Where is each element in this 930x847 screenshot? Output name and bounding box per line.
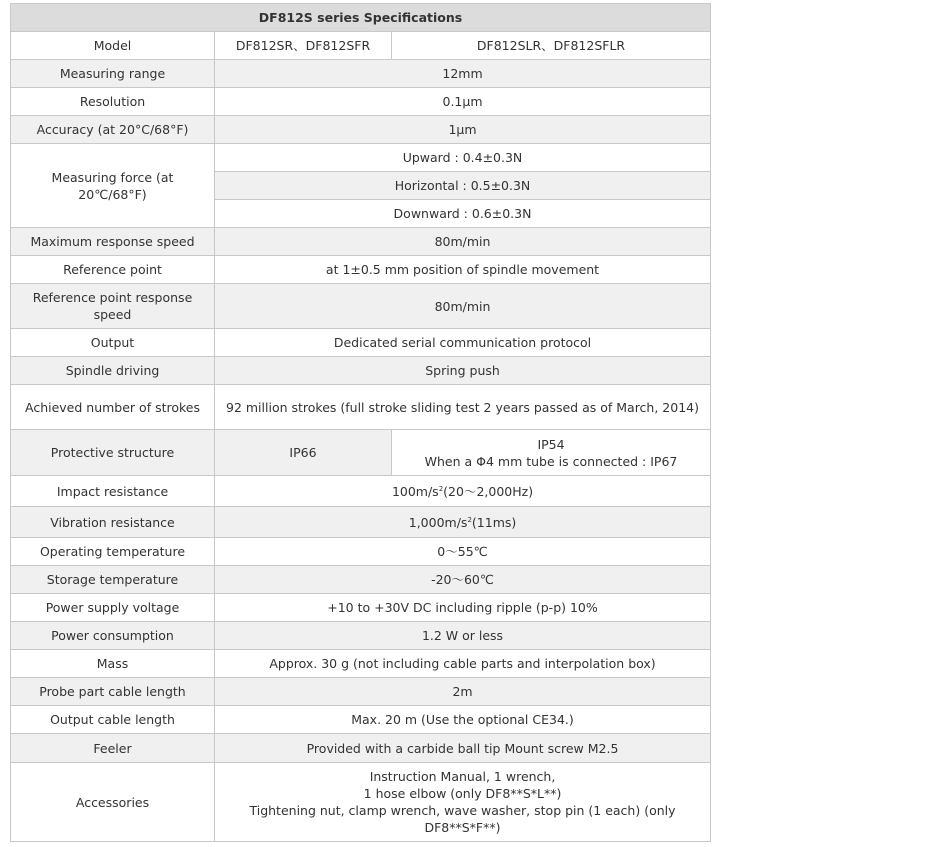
accessories-line3: Tightening nut, clamp wrench, wave washer, stop pin (1 each) (only DF8**S*F**) (249, 803, 676, 835)
row-reference-point-speed (11, 284, 711, 329)
operating-temperature-value: 0～55℃ (215, 538, 711, 566)
power-supply-voltage-value: +10 to +30V DC including ripple (p-p) 10% (215, 594, 711, 622)
reference-point-speed-label: Reference point response speed (11, 284, 215, 329)
measuring-force-horizontal: Horizontal : 0.5±0.3N (215, 172, 711, 200)
accessories-line1: Instruction Manual, 1 wrench, (369, 769, 556, 784)
vibration-resistance-value (215, 507, 711, 538)
model-label: Model (11, 32, 215, 60)
output-cable-length-value: Max. 20 m (Use the optional CE34.) (215, 706, 711, 734)
measuring-range-label: Measuring range (11, 60, 215, 88)
resolution-value: 0.1μm (215, 88, 711, 116)
row-reference-point (11, 256, 711, 284)
row-strokes (11, 385, 711, 430)
measuring-force-upward: Upward : 0.4±0.3N (215, 144, 711, 172)
measuring-force-label: Measuring force (at 20℃/68°F) (11, 144, 215, 228)
vibration-resistance-duration: (11ms) (471, 514, 517, 530)
row-output-cable-length (11, 706, 711, 734)
row-resolution (11, 88, 711, 116)
spec-table (10, 3, 711, 842)
row-accessories (11, 763, 711, 842)
protective-structure-line2: When a Φ4 mm tube is connected : IP67 (424, 453, 678, 469)
row-feeler (11, 734, 711, 763)
accessories-label: Accessories (11, 763, 215, 842)
vibration-resistance-value-base: 1,000m/s (408, 514, 468, 530)
power-consumption-value: 1.2 W or less (215, 622, 711, 650)
probe-cable-length-value: 2m (215, 678, 711, 706)
row-power-supply-voltage (11, 594, 711, 622)
row-measuring-force-upward (11, 144, 711, 172)
impact-resistance-exponent: 2 (438, 484, 444, 493)
protective-structure-label: Protective structure (11, 430, 215, 476)
row-probe-cable-length (11, 678, 711, 706)
operating-temperature-label: Operating temperature (11, 538, 215, 566)
impact-resistance-value-base: 100m/s (391, 483, 439, 499)
row-impact-resistance (11, 476, 711, 507)
protective-structure-line1: IP54 (537, 436, 565, 452)
row-model (11, 32, 711, 60)
feeler-value: Provided with a carbide ball tip Mount screw M2.5 (215, 734, 711, 763)
protective-structure-value-b (392, 430, 711, 476)
model-value-b: DF812SLR、DF812SFLR (392, 32, 711, 60)
row-max-response-speed (11, 228, 711, 256)
row-power-consumption (11, 622, 711, 650)
feeler-label: Feeler (11, 734, 215, 763)
power-supply-voltage-label: Power supply voltage (11, 594, 215, 622)
impact-resistance-range: (20～2,000Hz) (443, 483, 534, 499)
vibration-resistance-label: Vibration resistance (11, 507, 215, 538)
probe-cable-length-label: Probe part cable length (11, 678, 215, 706)
output-value: Dedicated serial communication protocol (215, 329, 711, 357)
row-measuring-range (11, 60, 711, 88)
strokes-label: Achieved number of strokes (11, 385, 215, 430)
resolution-label: Resolution (11, 88, 215, 116)
accessories-value (215, 763, 711, 842)
spindle-driving-value: Spring push (215, 357, 711, 385)
reference-point-speed-value: 80m/min (215, 284, 711, 329)
mass-label: Mass (11, 650, 215, 678)
row-operating-temperature (11, 538, 711, 566)
protective-structure-value-a: IP66 (215, 430, 392, 476)
storage-temperature-label: Storage temperature (11, 566, 215, 594)
impact-resistance-value (215, 476, 711, 507)
mass-value: Approx. 30 g (not including cable parts and interpolation box) (215, 650, 711, 678)
row-vibration-resistance (11, 507, 711, 538)
measuring-range-value: 12mm (215, 60, 711, 88)
accuracy-value: 1μm (215, 116, 711, 144)
reference-point-label: Reference point (11, 256, 215, 284)
reference-point-value: at 1±0.5 mm position of spindle movement (215, 256, 711, 284)
storage-temperature-value: -20～60℃ (215, 566, 711, 594)
accuracy-label: Accuracy (at 20°C/68°F) (11, 116, 215, 144)
row-storage-temperature (11, 566, 711, 594)
impact-resistance-label: Impact resistance (11, 476, 215, 507)
max-response-speed-value: 80m/min (215, 228, 711, 256)
power-consumption-label: Power consumption (11, 622, 215, 650)
row-mass (11, 650, 711, 678)
row-spindle-driving (11, 357, 711, 385)
model-value-a: DF812SR、DF812SFR (215, 32, 392, 60)
vibration-resistance-exponent: 2 (467, 515, 472, 524)
accessories-line2: 1 hose elbow (only DF8**S*L**) (363, 786, 562, 801)
max-response-speed-label: Maximum response speed (11, 228, 215, 256)
measuring-force-downward: Downward : 0.6±0.3N (215, 200, 711, 228)
row-protective-structure (11, 430, 711, 476)
spindle-driving-label: Spindle driving (11, 357, 215, 385)
row-output (11, 329, 711, 357)
row-accuracy (11, 116, 711, 144)
table-title: DF812S series Specifications (11, 4, 711, 32)
strokes-value: 92 million strokes (full stroke sliding test 2 years passed as of March, 2014) (215, 385, 711, 430)
output-cable-length-label: Output cable length (11, 706, 215, 734)
output-label: Output (11, 329, 215, 357)
